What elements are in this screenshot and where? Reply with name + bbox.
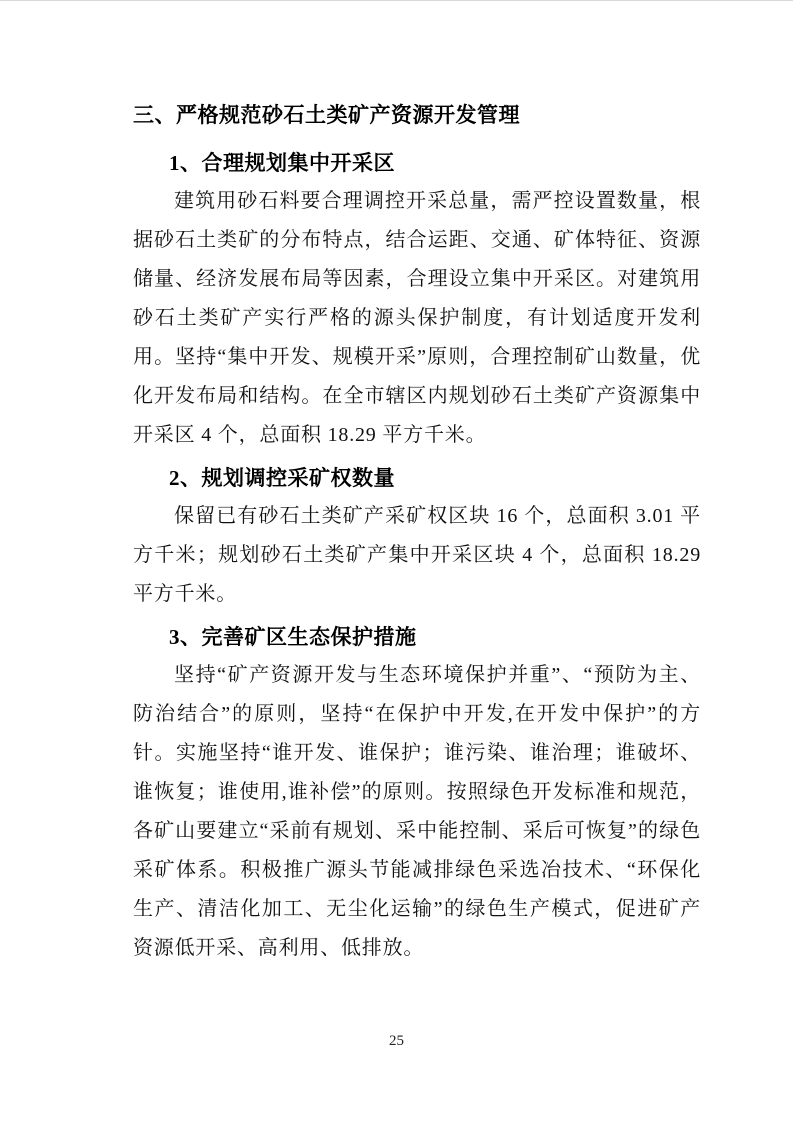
section-heading: 三、严格规范砂石土类矿产资源开发管理: [133, 104, 520, 127]
subsection-2-paragraph: 保留已有砂石土类矿产采矿权区块 16 个，总面积 3.01 平方千米；规划砂石土类矿产集中开采区块 4 个，总面积 18.29 平方千米。: [133, 505, 701, 605]
subsection-3-heading: 3、完善矿区生态保护措施: [169, 625, 417, 649]
subsection-1-heading: 1、合理规划集中开采区: [169, 151, 395, 175]
page-number: 25: [389, 1033, 404, 1049]
page-content: [133, 101, 701, 976]
subsection-3-paragraph: 坚持“矿产资源开发与生态环境保护并重”、“预防为主、防治结合”的原则，坚持“在保护中开发,在开发中保护”的方针。实施坚持“谁开发、谁保护；谁污染、谁治理；谁破坏、谁恢复；谁使用,谁补偿”的原则。按照绿色开发标准和规范，各矿山要建立“采前有规划、采中能控制、采后可恢复”的绿色采矿体系。积极推广源头节能减排绿色采选冶技术、“环保化生产、清洁化加工、无尘化运输”的绿色生产模式，促进矿产资源低开采、高利用、低排放。: [133, 664, 701, 959]
subsection-2-heading: 2、规划调控采矿权数量: [169, 466, 395, 490]
subsection-1-paragraph: 建筑用砂石料要合理调控开采总量，需严控设置数量，根据砂石土类矿的分布特点，结合运距、交通、矿体特征、资源储量、经济发展布局等因素，合理设立集中开采区。对建筑用砂石土类矿产实行严格的源头保护制度，有计划适度开发利用。坚持“集中开发、规模开采”原则，合理控制矿山数量，优化开发布局和结构。在全市辖区内规划砂石土类矿产资源集中开采区 4 个，总面积 18.29 平方千米。: [133, 190, 701, 446]
